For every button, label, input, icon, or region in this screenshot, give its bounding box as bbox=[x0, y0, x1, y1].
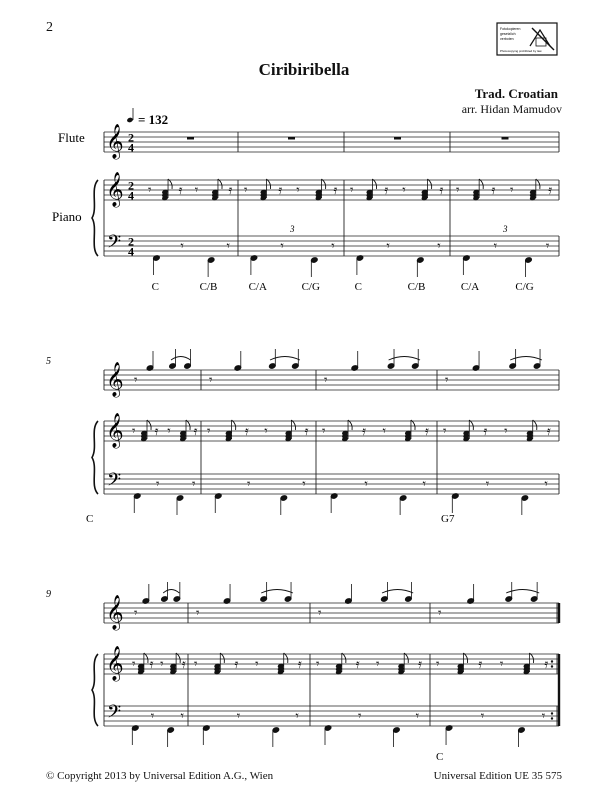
sixteenth-rest: 𝄿 bbox=[544, 657, 549, 672]
eighth-rest: 𝄾 bbox=[541, 709, 546, 724]
eighth-rest: 𝄾 bbox=[226, 239, 230, 254]
eighth-rest: 𝄾 bbox=[358, 709, 362, 724]
eighth-rest: 𝄾 bbox=[437, 239, 441, 254]
eighth-rest: 𝄾 bbox=[156, 477, 160, 492]
svg-text:gesetzlich: gesetzlich bbox=[500, 32, 516, 36]
whole-rest bbox=[288, 137, 295, 140]
eighth-flag bbox=[342, 653, 346, 663]
eighth-rest: 𝄾 bbox=[485, 477, 490, 492]
eighth-rest: 𝄾 bbox=[382, 424, 387, 439]
eighth-rest: 𝄾 bbox=[264, 424, 268, 439]
eighth-rest: 𝄾 bbox=[194, 657, 198, 672]
sixteenth-rest: 𝄿 bbox=[297, 657, 302, 672]
eighth-flag bbox=[144, 653, 148, 663]
eighth-rest: 𝄾 bbox=[196, 606, 200, 621]
eighth-rest: 𝄾 bbox=[134, 606, 138, 621]
svg-text:verboten: verboten bbox=[500, 37, 514, 41]
chord-symbol: G7 bbox=[441, 513, 455, 525]
chord-symbol: C/B bbox=[407, 281, 426, 293]
eighth-rest: 𝄾 bbox=[350, 183, 354, 198]
slur bbox=[506, 590, 539, 594]
time-signature-top: 2 bbox=[128, 234, 134, 249]
slur bbox=[171, 357, 191, 361]
eighth-rest: 𝄾 bbox=[180, 239, 184, 254]
eighth-rest: 𝄾 bbox=[493, 239, 498, 254]
sixteenth-rest: 𝄿 bbox=[333, 183, 338, 198]
eighth-rest: 𝄾 bbox=[324, 373, 328, 388]
eighth-rest: 𝄾 bbox=[504, 424, 508, 439]
eighth-flag bbox=[232, 420, 236, 430]
eighth-rest: 𝄾 bbox=[295, 709, 299, 724]
eighth-flag bbox=[428, 179, 432, 189]
eighth-rest: 𝄾 bbox=[296, 183, 300, 198]
sixteenth-rest: 𝄿 bbox=[244, 424, 249, 439]
chord-symbol: C/G bbox=[515, 281, 534, 293]
eighth-rest: 𝄾 bbox=[244, 183, 248, 198]
eighth-rest: 𝄾 bbox=[132, 657, 136, 672]
eighth-rest: 𝄾 bbox=[194, 183, 199, 198]
sixteenth-rest: 𝄿 bbox=[361, 424, 366, 439]
eighth-flag bbox=[186, 420, 190, 430]
eighth-flag bbox=[536, 179, 540, 189]
publisher-reference: Universal Edition UE 35 575 bbox=[433, 770, 562, 782]
sixteenth-rest: 𝄿 bbox=[181, 657, 186, 672]
eighth-flag bbox=[176, 653, 180, 663]
sixteenth-rest: 𝄿 bbox=[154, 424, 159, 439]
eighth-rest: 𝄾 bbox=[209, 373, 213, 388]
repeat-dot bbox=[551, 717, 553, 719]
eighth-rest: 𝄾 bbox=[132, 424, 136, 439]
sixteenth-rest: 𝄿 bbox=[304, 424, 309, 439]
time-signature-top: 2 bbox=[128, 130, 134, 145]
eighth-flag bbox=[348, 420, 352, 430]
eighth-rest: 𝄾 bbox=[160, 657, 164, 672]
sixteenth-rest: 𝄿 bbox=[483, 424, 488, 439]
treble-clef: 𝄞 bbox=[106, 413, 124, 448]
chord-symbol: C/A bbox=[460, 281, 480, 293]
sixteenth-rest: 𝄿 bbox=[548, 183, 553, 198]
arranger-credit: arr. Hidan Mamudov bbox=[461, 102, 562, 116]
sixteenth-rest: 𝄿 bbox=[149, 657, 154, 672]
eighth-flag bbox=[404, 653, 408, 663]
sixteenth-rest: 𝄿 bbox=[355, 657, 360, 672]
chord-symbol: C bbox=[151, 281, 159, 293]
eighth-flag bbox=[218, 179, 222, 189]
chord-symbol: C/A bbox=[248, 281, 267, 293]
treble-clef: 𝄞 bbox=[106, 362, 124, 397]
eighth-rest: 𝄾 bbox=[316, 657, 320, 672]
eighth-flag bbox=[168, 179, 172, 189]
eighth-rest: 𝄾 bbox=[236, 709, 241, 724]
flute-label: Flute bbox=[58, 130, 85, 145]
time-signature-bottom: 4 bbox=[128, 140, 134, 155]
eighth-rest: 𝄾 bbox=[280, 239, 284, 254]
treble-clef: 𝄞 bbox=[106, 595, 124, 630]
piece-title: Ciribiribella bbox=[258, 60, 350, 79]
sixteenth-rest: 𝄿 bbox=[478, 657, 483, 672]
eighth-flag bbox=[284, 653, 288, 663]
sixteenth-rest: 𝄿 bbox=[384, 183, 389, 198]
eighth-rest: 𝄾 bbox=[192, 477, 196, 492]
slur bbox=[261, 590, 293, 594]
eighth-rest: 𝄾 bbox=[255, 657, 259, 672]
eighth-flag bbox=[266, 179, 270, 189]
eighth-rest: 𝄾 bbox=[167, 424, 171, 439]
eighth-rest: 𝄾 bbox=[480, 709, 485, 724]
eighth-rest: 𝄾 bbox=[445, 373, 449, 388]
slur bbox=[389, 357, 420, 361]
sixteenth-rest: 𝄿 bbox=[193, 424, 198, 439]
chord-symbol: C/B bbox=[199, 281, 218, 293]
eighth-rest: 𝄾 bbox=[302, 477, 306, 492]
eighth-rest: 𝄾 bbox=[438, 606, 442, 621]
sixteenth-rest: 𝄿 bbox=[178, 183, 183, 198]
eighth-rest: 𝄾 bbox=[364, 477, 368, 492]
tempo-note-icon bbox=[126, 117, 133, 123]
slur bbox=[382, 590, 413, 594]
whole-rest bbox=[502, 137, 509, 140]
tuplet-number: 3 bbox=[503, 224, 508, 234]
sixteenth-rest: 𝄿 bbox=[491, 183, 496, 198]
measure-number: 5 bbox=[46, 356, 51, 367]
eighth-rest: 𝄾 bbox=[443, 424, 447, 439]
sixteenth-rest: 𝄿 bbox=[439, 183, 444, 198]
eighth-flag bbox=[372, 179, 376, 189]
eighth-rest: 𝄾 bbox=[148, 183, 152, 198]
chord-symbol: C bbox=[354, 281, 362, 293]
eighth-rest: 𝄾 bbox=[180, 709, 185, 724]
chord-symbol: C bbox=[86, 513, 94, 525]
slur bbox=[270, 357, 300, 361]
eighth-flag bbox=[533, 420, 537, 430]
eighth-rest: 𝄾 bbox=[436, 657, 440, 672]
svg-text:Fotokopieren: Fotokopieren bbox=[500, 27, 521, 31]
eighth-flag bbox=[411, 420, 415, 430]
eighth-flag bbox=[479, 179, 483, 189]
slur bbox=[510, 357, 542, 361]
sixteenth-rest: 𝄿 bbox=[278, 183, 283, 198]
time-signature-bottom: 4 bbox=[128, 188, 134, 203]
slur bbox=[163, 590, 179, 594]
composer-credit: Trad. Croatian bbox=[474, 86, 558, 101]
tuplet-number: 3 bbox=[290, 224, 295, 234]
time-signature-top: 2 bbox=[128, 178, 134, 193]
piano-brace bbox=[92, 654, 98, 726]
eighth-rest: 𝄾 bbox=[150, 709, 155, 724]
bass-clef: 𝄢 bbox=[107, 702, 122, 727]
treble-clef: 𝄞 bbox=[106, 124, 124, 159]
whole-rest bbox=[394, 137, 401, 140]
copyright-notice: © Copyright 2013 by Universal Edition A.G., Wien bbox=[46, 770, 274, 782]
eighth-flag bbox=[469, 420, 473, 430]
eighth-rest: 𝄾 bbox=[415, 709, 420, 724]
sixteenth-rest: 𝄿 bbox=[418, 657, 422, 672]
eighth-rest: 𝄾 bbox=[456, 183, 460, 198]
repeat-dot bbox=[551, 660, 553, 662]
eighth-rest: 𝄾 bbox=[318, 606, 322, 621]
sixteenth-rest: 𝄿 bbox=[424, 424, 429, 439]
sixteenth-rest: 𝄿 bbox=[234, 657, 239, 672]
eighth-flag bbox=[147, 420, 151, 430]
repeat-dot bbox=[551, 665, 553, 667]
time-signature-bottom: 4 bbox=[128, 244, 134, 259]
eighth-flag bbox=[322, 179, 326, 189]
piano-brace bbox=[92, 180, 98, 256]
whole-rest bbox=[187, 137, 194, 140]
treble-clef: 𝄞 bbox=[106, 646, 124, 681]
eighth-flag bbox=[463, 653, 467, 663]
page-number: 2 bbox=[46, 20, 53, 35]
eighth-rest: 𝄾 bbox=[376, 657, 380, 672]
eighth-flag bbox=[291, 420, 295, 430]
chord-symbol: C/G bbox=[301, 281, 320, 293]
svg-text:Photocopying prohibited by law: Photocopying prohibited by law bbox=[500, 49, 542, 53]
bass-clef: 𝄢 bbox=[107, 232, 122, 257]
treble-clef: 𝄞 bbox=[106, 172, 124, 207]
eighth-rest: 𝄾 bbox=[134, 373, 138, 388]
eighth-rest: 𝄾 bbox=[544, 477, 548, 492]
eighth-rest: 𝄾 bbox=[509, 183, 514, 198]
eighth-rest: 𝄾 bbox=[422, 477, 426, 492]
eighth-rest: 𝄾 bbox=[545, 239, 550, 254]
eighth-rest: 𝄾 bbox=[247, 477, 251, 492]
eighth-rest: 𝄾 bbox=[322, 424, 326, 439]
eighth-flag bbox=[220, 653, 224, 663]
eighth-rest: 𝄾 bbox=[499, 657, 504, 672]
sixteenth-rest: 𝄿 bbox=[228, 183, 233, 198]
eighth-rest: 𝄾 bbox=[402, 183, 406, 198]
piano-label: Piano bbox=[52, 209, 82, 224]
bass-clef: 𝄢 bbox=[107, 470, 122, 495]
measure-number: 9 bbox=[46, 589, 51, 600]
eighth-flag bbox=[530, 653, 534, 663]
eighth-rest: 𝄾 bbox=[386, 239, 390, 254]
eighth-rest: 𝄾 bbox=[207, 424, 211, 439]
chord-symbol: C bbox=[436, 751, 444, 763]
repeat-dot bbox=[551, 712, 553, 714]
sixteenth-rest: 𝄿 bbox=[546, 424, 551, 439]
piano-brace bbox=[92, 421, 98, 494]
tempo-marking: = 132 bbox=[138, 112, 169, 127]
eighth-rest: 𝄾 bbox=[331, 239, 335, 254]
